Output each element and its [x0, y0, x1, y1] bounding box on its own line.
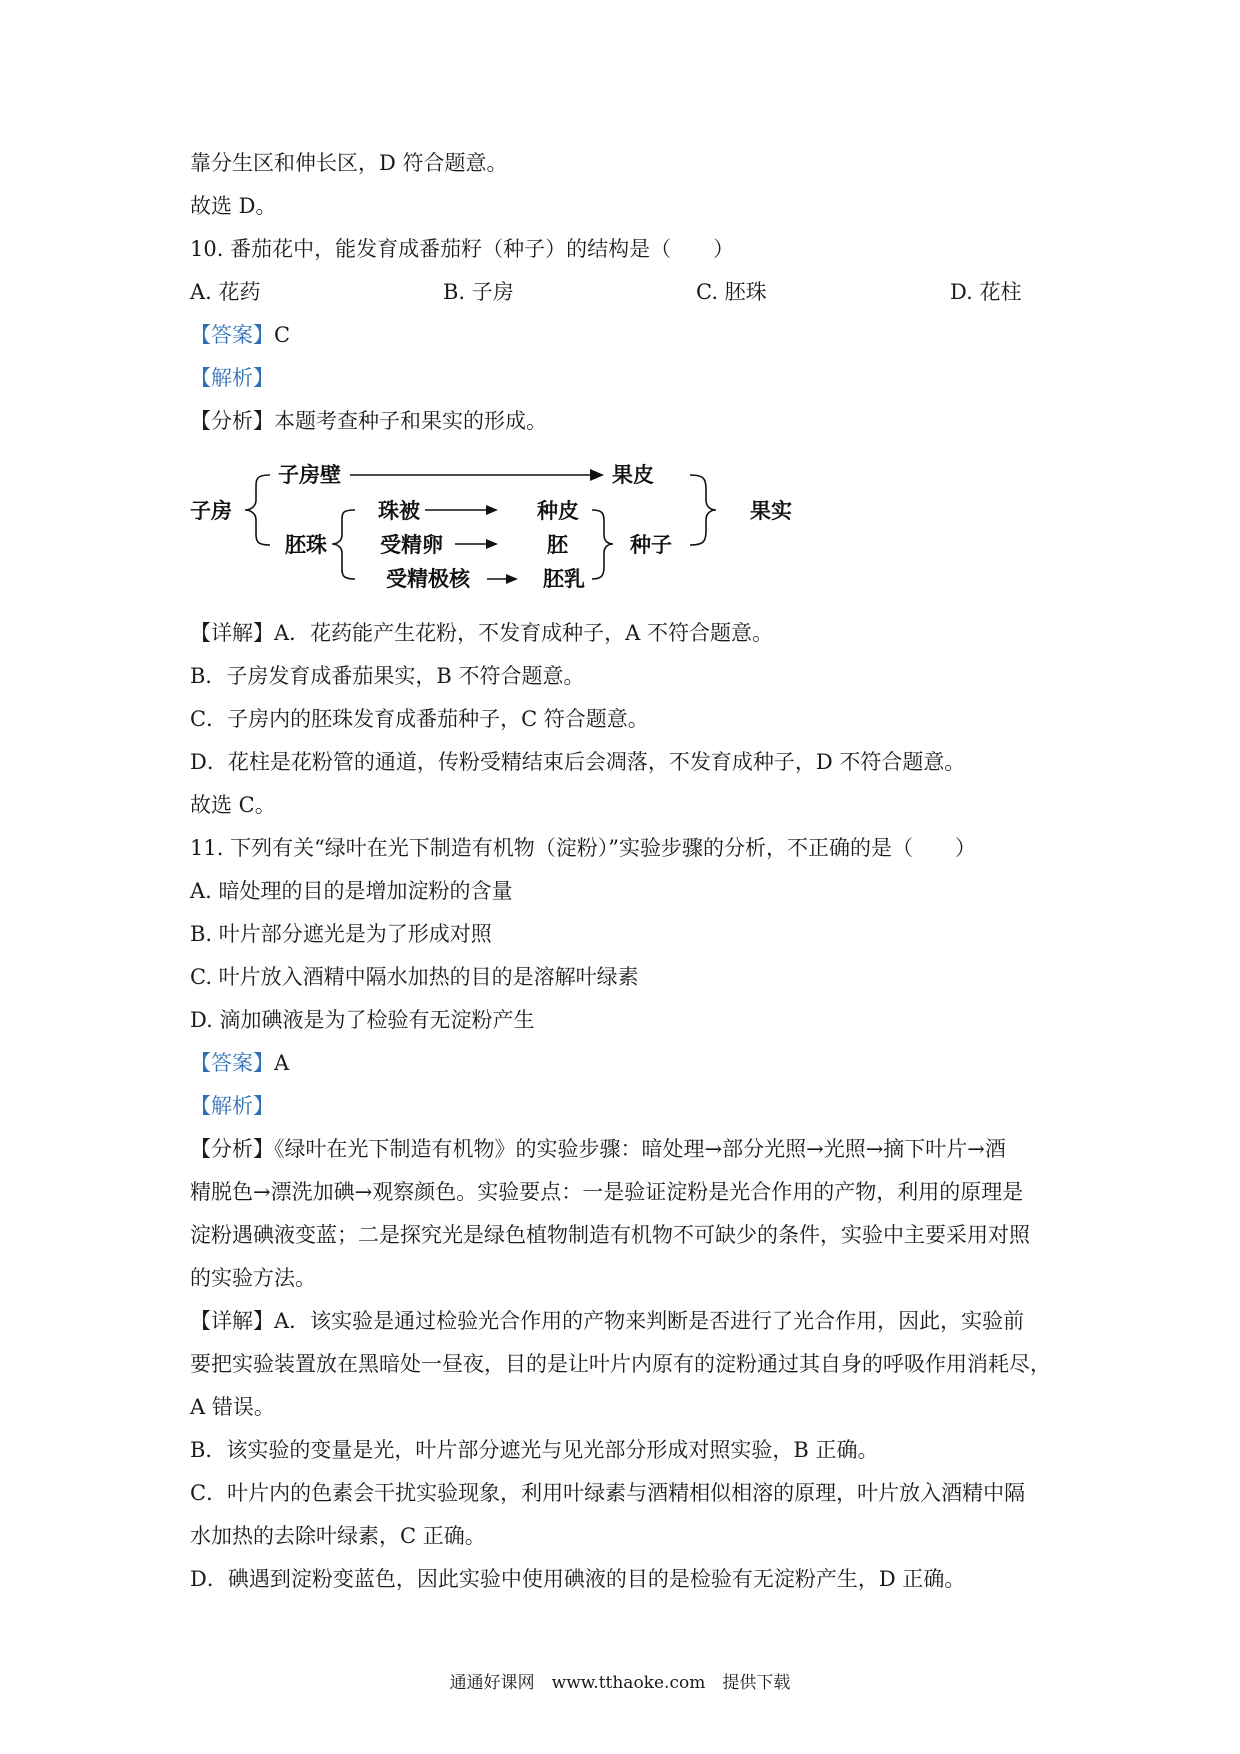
detail-10-c: C．子房内的胚珠发育成番茄种子，C 符合题意。	[190, 707, 649, 731]
arrowhead	[506, 574, 518, 584]
analysis-11-line: 的实验方法。	[190, 1266, 316, 1290]
section-tag: 【分析】	[190, 409, 274, 433]
option-d: D. 滴加碘液是为了检验有无淀粉产生	[190, 1008, 535, 1032]
arrowhead	[590, 469, 604, 481]
label-seed: 种子	[630, 533, 672, 557]
answer-value: A	[274, 1051, 290, 1075]
text-line: 故选 D。	[190, 194, 277, 218]
label-fruit: 果实	[750, 499, 792, 523]
analysis-10	[190, 406, 547, 436]
answer-tag: 【答案】	[190, 323, 274, 347]
arrowhead	[486, 505, 498, 515]
analysis-11-line: 精脱色→漂洗加碘→观察颜色。实验要点：一是验证淀粉是光合作用的产物，利用的原理是	[190, 1180, 1024, 1204]
label-fertilized-egg: 受精卵	[380, 533, 443, 557]
detail-11-line: A 错误。	[190, 1395, 275, 1419]
page-footer: 通通好课网 www.tthaoke.com 提供下载	[449, 1673, 791, 1693]
analysis-tag: 【解析】	[190, 366, 274, 390]
detail-11-d: D．碘遇到淀粉变蓝色，因此实验中使用碘液的目的是检验有无淀粉产生，D 正确。	[190, 1567, 966, 1591]
label-ovary: 子房	[190, 499, 232, 523]
answer-10	[190, 320, 290, 350]
label-seed-coat: 种皮	[537, 499, 579, 523]
brace-ovary	[245, 475, 270, 545]
analysis-11	[190, 1134, 1006, 1164]
answer-tag: 【答案】	[190, 1051, 274, 1075]
brace-fruit	[690, 475, 716, 545]
detail-11-line: 要把实验装置放在黑暗处一昼夜，目的是让叶片内原有的淀粉通过其自身的呼吸作用消耗尽，	[190, 1352, 1051, 1376]
analysis-text: 《绿叶在光下制造有机物》的实验步骤：暗处理→部分光照→光照→摘下叶片→酒	[274, 1137, 1006, 1161]
detail-10-d: D．花柱是花粉管的通道，传粉受精结束后会凋落，不发育成种子，D 不符合题意。	[190, 750, 966, 774]
label-integument: 珠被	[378, 499, 420, 523]
seed-fruit-diagram	[190, 455, 830, 605]
detail-11-line: 水加热的去除叶绿素，C 正确。	[190, 1524, 486, 1548]
option-b: B. 子房	[443, 280, 514, 304]
answer-11	[190, 1048, 289, 1078]
label-ovary-wall: 子房壁	[278, 463, 341, 487]
brace-ovule	[332, 510, 355, 579]
analysis-tag: 【解析】	[190, 1094, 274, 1118]
detail-text: A．花药能产生花粉，不发育成种子，A 不符合题意。	[274, 621, 774, 645]
detail-11-a	[190, 1306, 1024, 1336]
label-embryo: 胚	[547, 533, 568, 557]
option-c: C. 胚珠	[696, 280, 767, 304]
detail-11-b: B．该实验的变量是光，叶片部分遮光与见光部分形成对照实验，B 正确。	[190, 1438, 879, 1462]
section-tag: 【分析】	[190, 1137, 274, 1161]
option-c: C. 叶片放入酒精中隔水加热的目的是溶解叶绿素	[190, 965, 639, 989]
option-a: A. 花药	[190, 280, 261, 304]
analysis-text: 本题考查种子和果实的形成。	[274, 409, 547, 433]
conclusion-10: 故选 C。	[190, 793, 276, 817]
text-line: 靠分生区和伸长区，D 符合题意。	[190, 151, 508, 175]
arrowhead	[486, 539, 498, 549]
option-b: B. 叶片部分遮光是为了形成对照	[190, 922, 492, 946]
answer-value: C	[274, 323, 291, 347]
label-ovule: 胚珠	[285, 533, 327, 557]
label-pericarp: 果皮	[612, 463, 654, 487]
question-11: 11. 下列有关“绿叶在光下制造有机物（淀粉）”实验步骤的分析，不正确的是（ ）	[190, 836, 977, 860]
label-fertilized-polar: 受精极核	[386, 567, 470, 591]
brace-seed	[592, 510, 613, 579]
option-a: A. 暗处理的目的是增加淀粉的含量	[190, 879, 513, 903]
option-d: D. 花柱	[950, 280, 1022, 304]
section-tag: 【详解】	[190, 621, 274, 645]
detail-10-b: B．子房发育成番茄果实，B 不符合题意。	[190, 664, 585, 688]
label-endosperm: 胚乳	[543, 567, 585, 591]
section-tag: 【详解】	[190, 1309, 274, 1333]
detail-10-a	[190, 618, 773, 648]
question-10: 10. 番茄花中，能发育成番茄籽（种子）的结构是（ ）	[190, 237, 735, 261]
detail-text: A．该实验是通过检验光合作用的产物来判断是否进行了光合作用，因此，实验前	[274, 1309, 1025, 1333]
detail-11-c: C．叶片内的色素会干扰实验现象，利用叶绿素与酒精相似相溶的原理，叶片放入酒精中隔	[190, 1481, 1026, 1505]
analysis-11-line: 淀粉遇碘液变蓝；二是探究光是绿色植物制造有机物不可缺少的条件，实验中主要采用对照	[190, 1223, 1030, 1247]
